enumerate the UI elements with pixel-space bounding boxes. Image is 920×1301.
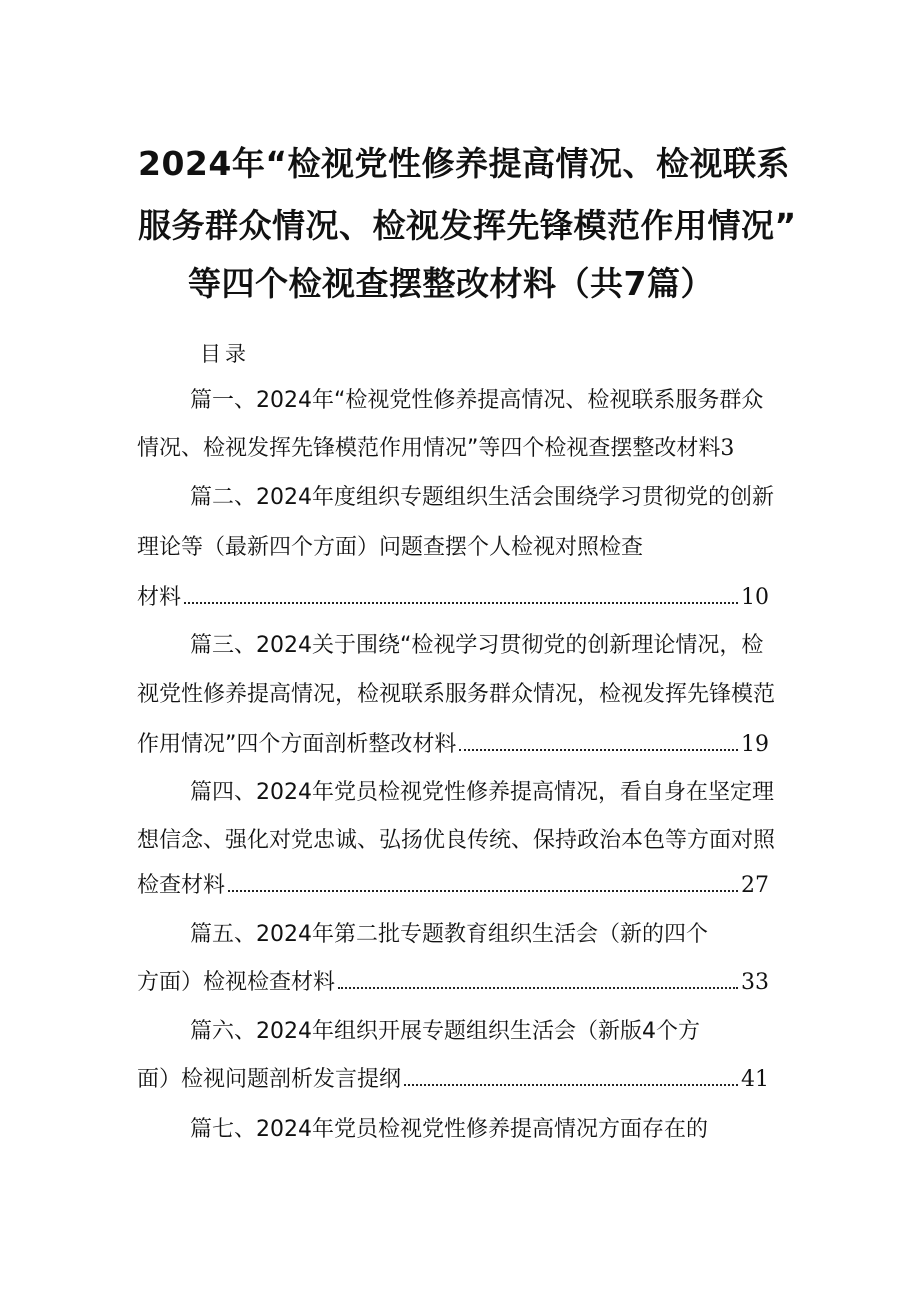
leader-dots (184, 601, 738, 604)
toc-entry-1-last-line (137, 434, 734, 464)
toc-entry-7-line-1: 篇七、2024年党员检视党性修养提高情况方面存在的 (190, 1117, 708, 1142)
toc-entry-4-page: 27 (741, 873, 769, 898)
toc-entry-3-line-2: 视党性修养提高情况，检视联系服务群众情况，检视发挥先锋模范 (137, 682, 776, 707)
toc-entry-2-last-line (137, 583, 769, 613)
toc-entry-3-page: 19 (741, 732, 769, 757)
leader-dots (459, 748, 738, 751)
toc-entry-6-text: 面）检视问题剖析发言提纲 (137, 1067, 402, 1092)
toc-entry-2-line-2: 理论等（最新四个方面）问题查摆个人检视对照检查 (137, 535, 644, 560)
toc-entry-6-page: 41 (741, 1067, 769, 1092)
toc-entry-6-line-1: 篇六、2024年组织开展专题组织生活会（新版4个方 (190, 1019, 700, 1044)
toc-entry-5-line-1: 篇五、2024年第二批专题教育组织生活会（新的四个 (190, 922, 708, 947)
toc-entry-3-last-line (137, 730, 769, 760)
toc-heading: 目录 (200, 342, 250, 366)
toc-entry-2-line-1: 篇二、2024年度组织专题组织生活会围绕学习贯彻党的创新 (190, 485, 774, 510)
title-line-3: 等四个检视查摆整改材料（共7篇） (188, 264, 714, 303)
title-line-1: 2024年“检视党性修养提高情况、检视联系 (138, 144, 791, 183)
toc-entry-1-text: 情况、检视发挥先锋模范作用情况”等四个检视查摆整改材料 (137, 436, 721, 461)
toc-entry-4-text: 检查材料 (137, 873, 226, 898)
leader-dots (338, 986, 738, 989)
leader-dots (404, 1083, 738, 1086)
toc-entry-1-page: 3 (720, 436, 735, 461)
toc-entry-5-last-line (137, 968, 769, 998)
toc-entry-2-text: 材料 (137, 585, 182, 610)
toc-entry-2-page: 10 (741, 585, 769, 610)
toc-entry-5-page: 33 (741, 970, 769, 995)
leader-dots (228, 889, 738, 892)
title-line-2: 服务群众情况、检视发挥先锋模范作用情况” (138, 206, 797, 245)
toc-entry-4-line-1: 篇四、2024年党员检视党性修养提高情况，看自身在坚定理 (190, 780, 774, 805)
toc-entry-4-last-line (137, 871, 769, 901)
toc-entry-6-last-line (137, 1065, 769, 1095)
toc-entry-3-line-1: 篇三、2024关于围绕“检视学习贯彻党的创新理论情况，检 (190, 633, 764, 658)
toc-entry-1-line-1: 篇一、2024年“检视党性修养提高情况、检视联系服务群众 (190, 388, 764, 413)
toc-entry-4-line-2: 想信念、强化对党忠诚、弘扬优良传统、保持政治本色等方面对照 (137, 828, 776, 853)
toc-entry-3-text: 作用情况”四个方面剖析整改材料 (137, 732, 457, 757)
toc-entry-5-text: 方面）检视检查材料 (137, 970, 336, 995)
